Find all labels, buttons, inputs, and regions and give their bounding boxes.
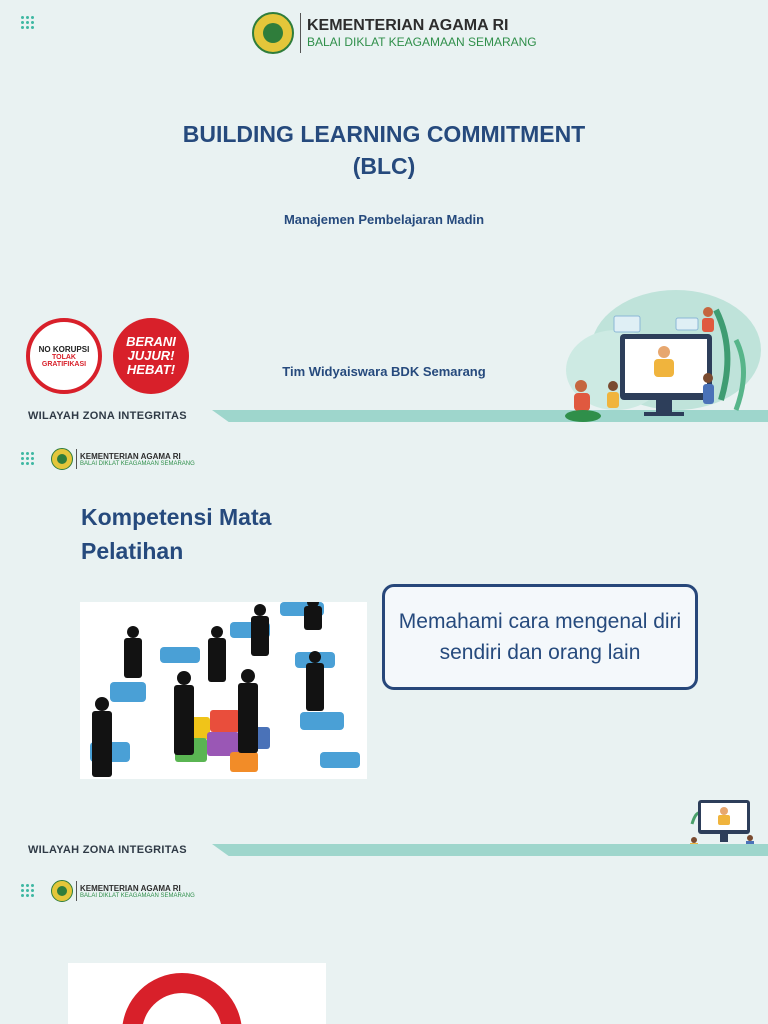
slide-image xyxy=(68,963,326,1024)
page-title: BUILDING LEARNING COMMITMENT (BLC) xyxy=(182,121,586,179)
berani-jujur-badge: BERANI JUJUR! HEBAT! xyxy=(113,318,189,394)
ministry-emblem-icon xyxy=(51,448,73,470)
slide-competency xyxy=(0,432,768,864)
competency-box: Memahami cara mengenal diri sendiri dan orang lain xyxy=(382,584,698,690)
team-label: Tim Widyaiswara BDK Semarang xyxy=(282,364,486,379)
logo-unit-name: BALAI DIKLAT KEAGAMAAN SEMARANG xyxy=(80,892,195,899)
page-subtitle: Manajemen Pembelajaran Madin xyxy=(283,212,485,227)
zona-integritas-label: WILAYAH ZONA INTEGRITAS xyxy=(28,410,187,422)
menu-grid-icon[interactable] xyxy=(21,452,34,465)
ministry-emblem-icon xyxy=(252,12,294,54)
online-class-illustration xyxy=(536,290,768,430)
logo-unit-name: BALAI DIKLAT KEAGAMAAN SEMARANG xyxy=(80,460,195,467)
teal-bar xyxy=(212,844,768,856)
ministry-emblem-icon xyxy=(51,880,73,902)
ministry-logo xyxy=(51,448,195,470)
menu-grid-icon[interactable] xyxy=(21,16,34,29)
menu-grid-icon[interactable] xyxy=(21,884,34,897)
ministry-logo xyxy=(51,880,195,902)
zona-integritas-label: WILAYAH ZONA INTEGRITAS xyxy=(28,844,187,856)
section-title: Kompetensi Mata Pelatihan xyxy=(81,504,272,564)
logo-org-name: KEMENTERIAN AGAMA RI xyxy=(307,17,509,34)
business-people-puzzle-image xyxy=(80,602,367,779)
logo-org-name: KEMENTERIAN AGAMA RI xyxy=(80,451,181,461)
slide-title xyxy=(0,0,768,432)
ministry-logo xyxy=(252,12,537,54)
logo-unit-name: BALAI DIKLAT KEAGAMAAN SEMARANG xyxy=(307,35,537,49)
slide-next xyxy=(0,864,768,1024)
no-korupsi-badge: NO KORUPSI TOLAK GRATIFIKASI xyxy=(26,318,102,394)
logo-org-name: KEMENTERIAN AGAMA RI xyxy=(80,883,181,893)
